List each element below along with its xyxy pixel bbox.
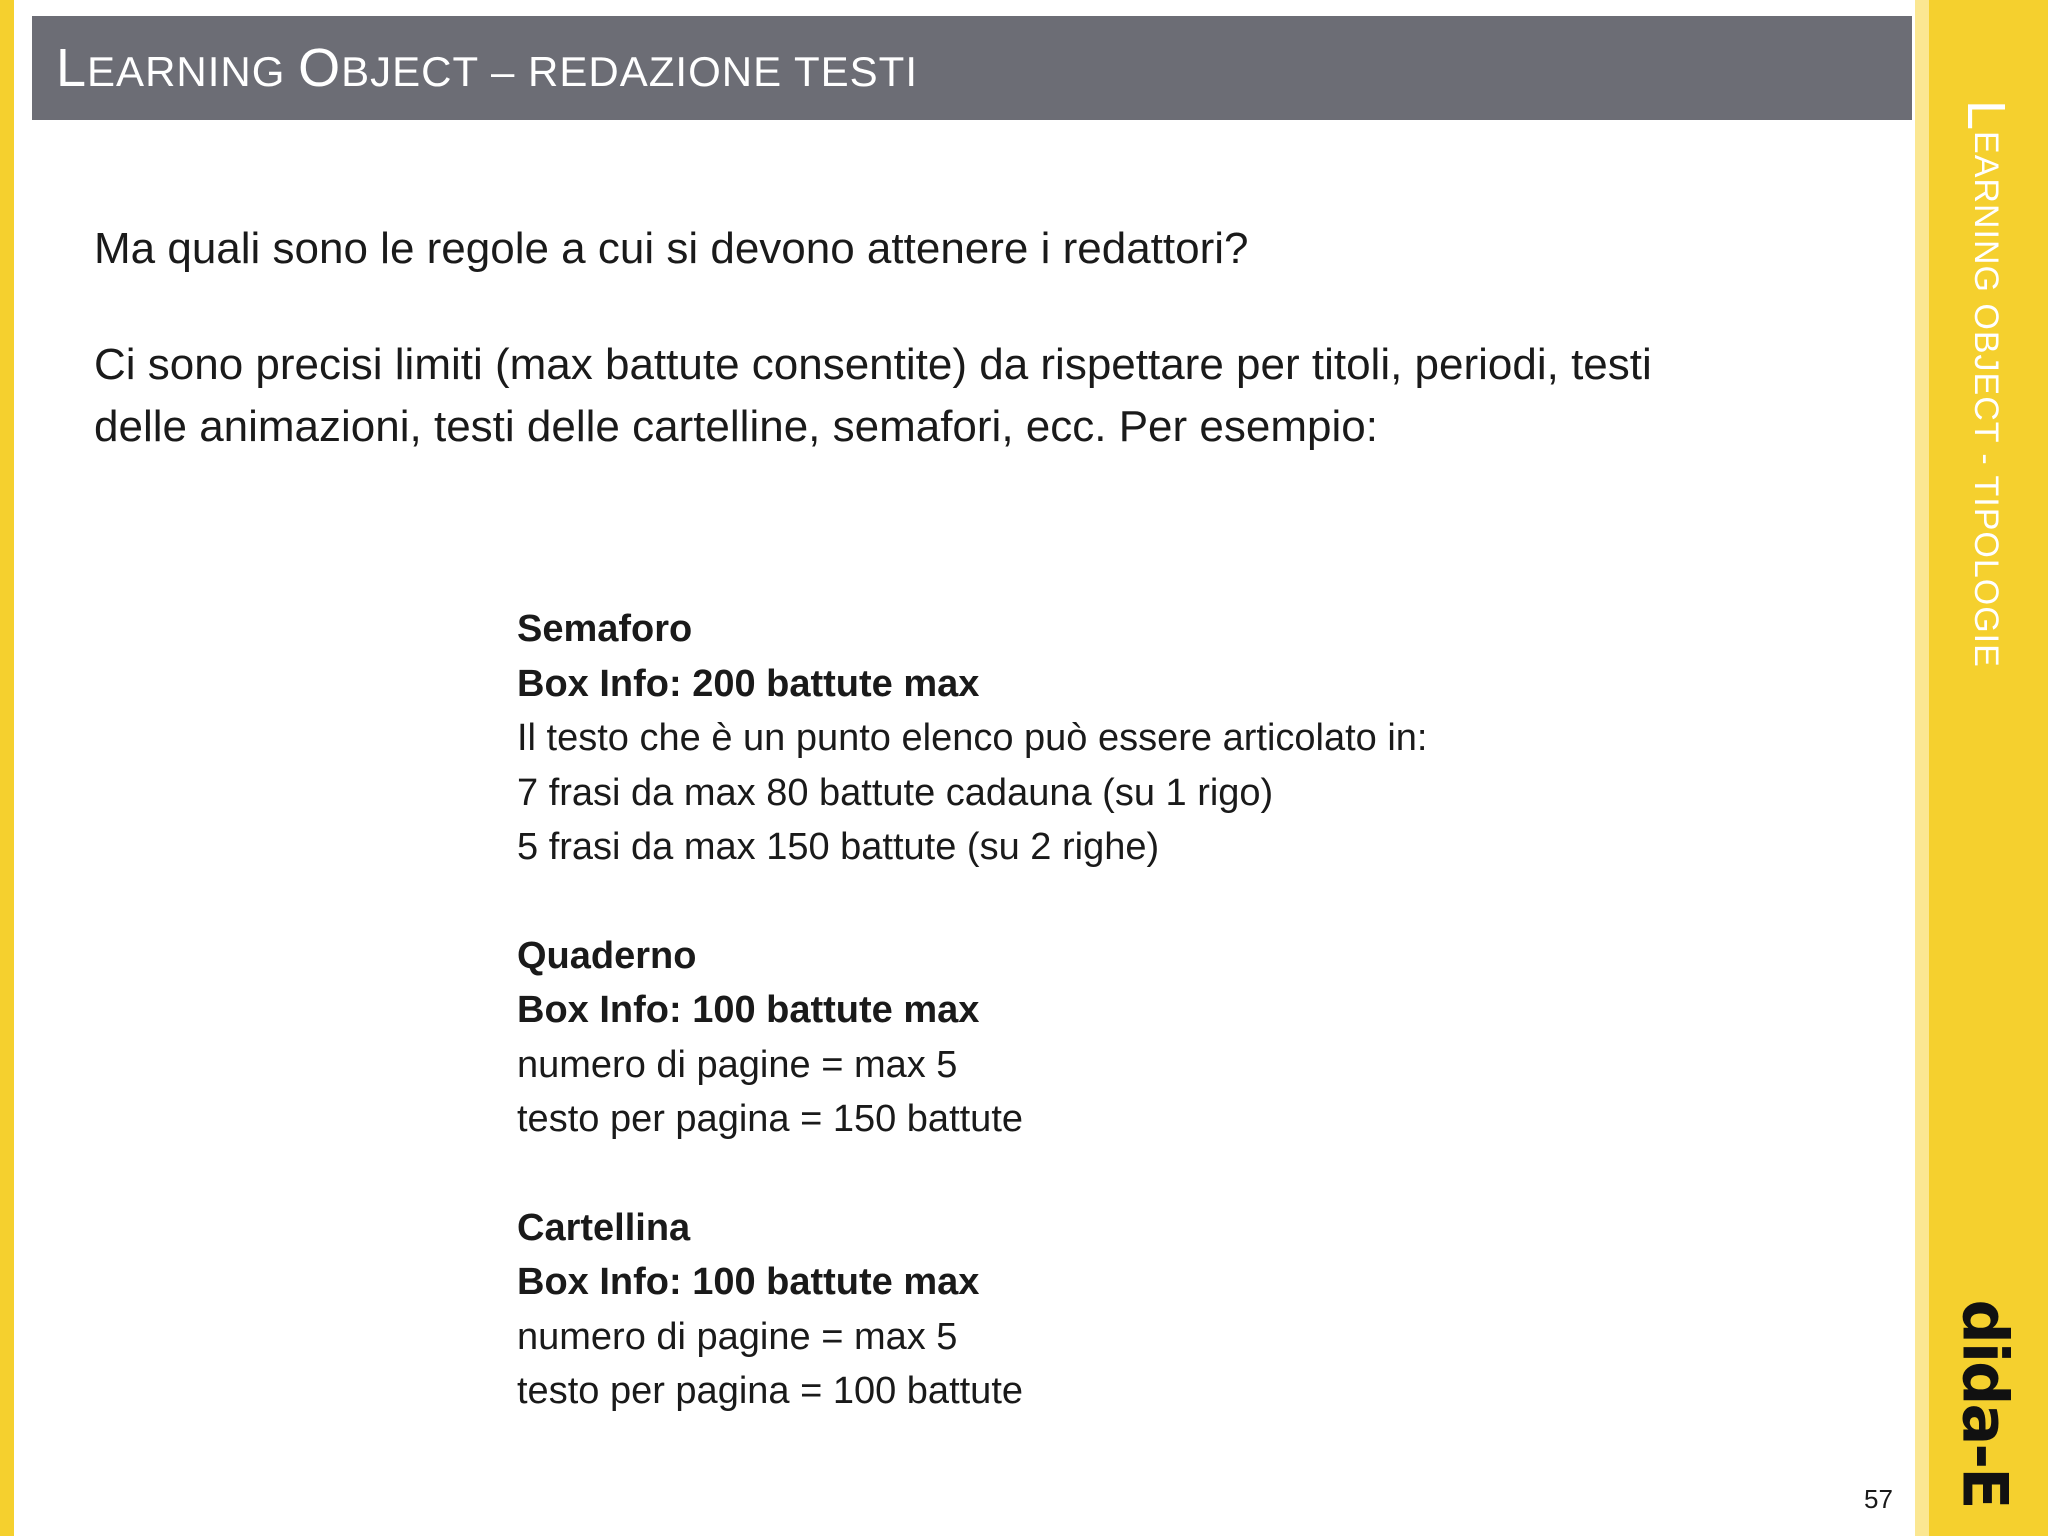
intro-line-2: delle animazioni, testi delle cartelline, semafori, ecc. Per esempio: bbox=[94, 402, 1378, 451]
intro-paragraph bbox=[94, 334, 1874, 458]
intro-question: Ma quali sono le regole a cui si devono attenere i redattori? bbox=[94, 224, 1249, 273]
logo-text: dida-E bbox=[1948, 1299, 2022, 1507]
spec-box-info: Box Info: 100 battute max bbox=[517, 1261, 980, 1303]
right-bar-edge bbox=[1915, 0, 1929, 1536]
spec-list bbox=[517, 602, 1517, 1419]
sidebar-title-initial: L bbox=[1956, 100, 2016, 132]
spec-title: Cartellina bbox=[517, 1206, 691, 1249]
spec-title: Quaderno bbox=[517, 934, 697, 977]
sidebar-section-title bbox=[1955, 100, 2017, 668]
left-accent-stripe bbox=[0, 0, 14, 1536]
title-word-learning: EARNING bbox=[87, 48, 299, 95]
intro-text bbox=[94, 218, 1874, 458]
page-number: 57 bbox=[1864, 1484, 1893, 1514]
title-initial-l: L bbox=[56, 38, 88, 98]
sidebar-title-rest: EARNING OBJECT - TIPOLOGIE bbox=[1967, 131, 2005, 668]
spec-semaforo bbox=[517, 602, 1517, 875]
spec-line: 5 frasi da max 150 battute (su 2 righe) bbox=[517, 826, 1160, 868]
title-initial-o: O bbox=[298, 38, 342, 98]
spec-line: numero di pagine = max 5 bbox=[517, 1315, 958, 1358]
spec-box-info: Box Info: 200 battute max bbox=[517, 662, 980, 705]
spec-box-info: Box Info: 100 battute max bbox=[517, 989, 980, 1031]
spec-line: numero di pagine = max 5 bbox=[517, 1043, 958, 1086]
spec-title: Semaforo bbox=[517, 608, 693, 650]
spec-quaderno bbox=[517, 929, 1517, 1147]
title-word-object: BJECT bbox=[341, 48, 479, 95]
header-bar bbox=[32, 16, 1912, 120]
title-subtitle: – REDAZIONE TESTI bbox=[478, 48, 918, 95]
spec-line: testo per pagina = 150 battute bbox=[517, 1098, 1024, 1140]
spec-line: testo per pagina = 100 battute bbox=[517, 1370, 1024, 1412]
dida-e-logo bbox=[1950, 1282, 2020, 1524]
page-title bbox=[56, 37, 918, 99]
spec-line: Il testo che è un punto elenco può essere articolato in: bbox=[517, 717, 1428, 759]
intro-line-1: Ci sono precisi limiti (max battute consentite) da rispettare per titoli, periodi, testi bbox=[94, 340, 1652, 389]
spec-line: 7 frasi da max 80 battute cadauna (su 1 rigo) bbox=[517, 771, 1274, 814]
spec-cartellina bbox=[517, 1201, 1517, 1419]
